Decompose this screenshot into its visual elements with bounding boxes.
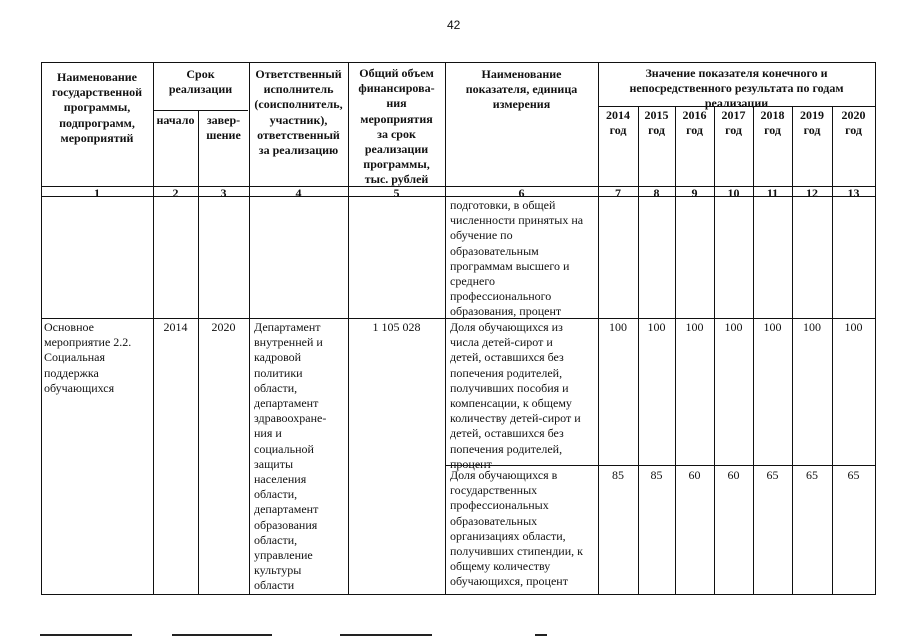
column-border bbox=[445, 62, 446, 595]
indicator-text: образовательных bbox=[450, 513, 538, 528]
indicator-text: организациях области, bbox=[450, 528, 566, 543]
activity-executor: ния и bbox=[254, 426, 282, 441]
indicator-text: численности принятых на bbox=[450, 213, 584, 228]
srok-subheader-line bbox=[153, 110, 248, 111]
header-year: год bbox=[845, 123, 862, 138]
activity-name: обучающихся bbox=[44, 380, 115, 395]
indicator-text: получивших стипендии, к bbox=[450, 544, 583, 558]
indicator-value: 85 bbox=[612, 468, 624, 482]
column-number: 9 bbox=[691, 186, 698, 200]
activity-executor: области bbox=[254, 578, 295, 593]
activity-executor: области, bbox=[254, 487, 298, 502]
activity-executor: департамент bbox=[254, 502, 319, 517]
footer-rule bbox=[340, 634, 432, 636]
header-end: завер- bbox=[206, 113, 241, 127]
indicator-text: обучающихся, процент bbox=[450, 574, 568, 589]
column-border bbox=[638, 106, 639, 595]
header-year: 2015 bbox=[644, 108, 669, 122]
activity-executor: образования bbox=[254, 517, 318, 532]
header-year: год bbox=[725, 123, 742, 138]
header-year: 2014 bbox=[606, 108, 630, 122]
indicator-value: 100 bbox=[763, 320, 782, 334]
column-number: 5 bbox=[393, 186, 400, 200]
header-indicator: Наименование bbox=[481, 67, 562, 81]
activity-executor: социальной bbox=[254, 441, 314, 456]
column-number: 1 bbox=[94, 186, 100, 200]
indicator-value: 100 bbox=[647, 320, 666, 334]
header-term: Срок bbox=[186, 67, 215, 81]
indicator-text: компенсации, к общему bbox=[450, 396, 572, 410]
header-year: год bbox=[803, 123, 821, 138]
activity-executor: кадровой bbox=[254, 350, 302, 365]
header-indicator: показателя, единица bbox=[465, 82, 578, 97]
column-number: 4 bbox=[295, 186, 302, 200]
footer-rule bbox=[40, 634, 132, 636]
column-number: 2 bbox=[172, 186, 179, 200]
indicator-text: количеству детей-сирот и bbox=[450, 411, 581, 426]
column-border bbox=[714, 106, 715, 595]
activity-name: Основное bbox=[44, 320, 94, 334]
header-funding: ния bbox=[386, 96, 407, 111]
column-border bbox=[675, 106, 676, 595]
header-year: год bbox=[686, 123, 703, 138]
activity-funding: 1 105 028 bbox=[372, 320, 421, 334]
column-border bbox=[832, 106, 833, 595]
header-funding: реализации bbox=[364, 142, 429, 156]
indicator-text: процент bbox=[450, 456, 492, 471]
indicator-text: попечения родителей, bbox=[450, 365, 563, 380]
header-year: год bbox=[609, 123, 627, 138]
activity-name: мероприятие 2.2. bbox=[44, 335, 132, 350]
activity-executor: управление bbox=[254, 548, 313, 562]
indicator-value: 65 bbox=[766, 468, 779, 482]
column-number: 7 bbox=[615, 186, 621, 200]
column-number: 11 bbox=[766, 186, 779, 200]
header-values-title: Значение показателя конечного и bbox=[645, 66, 828, 80]
header-funding: Общий объем bbox=[359, 66, 434, 80]
column-number: 12 bbox=[806, 186, 818, 200]
column-border bbox=[198, 110, 199, 595]
table-bottom-border bbox=[41, 594, 875, 595]
indicator-value: 60 bbox=[688, 468, 701, 482]
header-values-title: непосредственного результата по годам bbox=[629, 81, 844, 96]
header-executor: исполнитель bbox=[263, 82, 334, 97]
activity-start-year: 2014 bbox=[163, 320, 188, 334]
header-funding: за срок bbox=[377, 126, 416, 141]
indicator-value: 65 bbox=[806, 468, 818, 482]
activity-name: Социальная bbox=[44, 350, 106, 365]
indicator-text: образовательным bbox=[450, 243, 539, 258]
activity-executor: культуры bbox=[254, 563, 302, 578]
footer-rule bbox=[535, 634, 547, 636]
header-executor: Ответственный bbox=[255, 67, 342, 81]
indicator-text: подготовки, в общей bbox=[450, 198, 556, 212]
indicator-text: получивших пособия и bbox=[450, 380, 569, 395]
activity-name: поддержка bbox=[44, 365, 99, 380]
page-number: 42 bbox=[447, 18, 461, 32]
indicator-value: 65 bbox=[847, 468, 860, 482]
header-funding: тыс. рублей bbox=[364, 172, 429, 187]
header-end: шение bbox=[206, 128, 241, 143]
activity-executor: Департамент bbox=[254, 320, 321, 334]
column-number: 8 bbox=[653, 186, 660, 200]
column-number: 13 bbox=[847, 186, 860, 200]
header-year: 2016 bbox=[682, 108, 707, 122]
indicator-text: обучение по bbox=[450, 228, 513, 243]
table-top-border bbox=[41, 62, 875, 63]
header-executor: участник), bbox=[269, 112, 328, 127]
header-term: реализации bbox=[168, 82, 233, 97]
column-border bbox=[875, 62, 876, 595]
indicator-text: образования, процент bbox=[450, 304, 562, 319]
column-number: 3 bbox=[220, 186, 227, 200]
column-border bbox=[792, 106, 793, 595]
indicator-text: среднего bbox=[450, 274, 495, 288]
column-number: 10 bbox=[727, 186, 740, 200]
header-year: год bbox=[764, 123, 781, 138]
activity-executor: здравоохране- bbox=[254, 411, 327, 426]
header-executor: ответственный bbox=[257, 127, 340, 142]
indicator-text: государственных bbox=[450, 483, 538, 498]
header-year: 2018 bbox=[760, 108, 785, 122]
header-funding: мероприятия bbox=[360, 111, 433, 126]
footer-rule bbox=[172, 634, 272, 636]
header-executor: (соисполнитель, bbox=[254, 97, 343, 112]
column-number: 6 bbox=[518, 186, 525, 200]
header-start: начало bbox=[156, 113, 195, 127]
activity-executor: департамент bbox=[254, 396, 319, 410]
header-indicator: измерения bbox=[492, 97, 551, 112]
indicator-value: 100 bbox=[609, 320, 627, 334]
header-values-title: реализации bbox=[704, 96, 769, 111]
indicator-value: 100 bbox=[685, 320, 704, 334]
activity-executor: населения bbox=[254, 472, 307, 486]
indicator-value: 85 bbox=[650, 468, 663, 482]
indicator-text: Доля обучающихся из bbox=[450, 320, 563, 334]
indicator-text: попечения родителей, bbox=[450, 441, 563, 456]
indicator-text: детей, оставшихся без bbox=[450, 426, 564, 441]
header-year: 2020 bbox=[841, 108, 866, 122]
header-executor: за реализацию bbox=[258, 143, 339, 157]
indicator-value: 100 bbox=[724, 320, 743, 334]
header-year: 2019 bbox=[800, 108, 824, 122]
header-program-name: государственной bbox=[51, 85, 143, 100]
header-year: год bbox=[648, 123, 665, 138]
header-year: 2017 bbox=[721, 108, 746, 122]
activity-executor: защиты bbox=[254, 456, 294, 471]
activity-executor: внутренней и bbox=[254, 335, 323, 350]
indicator-text: профессиональных bbox=[450, 498, 549, 513]
indicator-value: 60 bbox=[727, 468, 740, 482]
indicator-value: 100 bbox=[803, 320, 821, 334]
header-funding: программы, bbox=[363, 157, 430, 172]
indicator-text: профессионального bbox=[450, 289, 552, 304]
indicator-text: общему количеству bbox=[450, 559, 551, 574]
activity-executor: политики bbox=[254, 365, 303, 380]
activity-executor: области, bbox=[254, 380, 298, 395]
header-program-name: мероприятий bbox=[60, 130, 134, 145]
indicator-text: числа детей-сирот и bbox=[450, 335, 553, 350]
header-program-name: подпрограмм, bbox=[59, 115, 135, 130]
indicator-text: детей, оставшихся без bbox=[450, 350, 564, 365]
header-funding: финансирова- bbox=[358, 81, 435, 96]
column-border bbox=[753, 106, 754, 595]
header-program-name: Наименование bbox=[57, 70, 137, 84]
header-program-name: программы, bbox=[63, 100, 131, 115]
indicator-text: Доля обучающихся в bbox=[450, 468, 558, 482]
indicator-text: программам высшего и bbox=[450, 258, 570, 273]
activity-end-year: 2020 bbox=[211, 320, 236, 334]
indicator-value: 100 bbox=[844, 320, 863, 334]
activity-executor: области, bbox=[254, 532, 298, 547]
